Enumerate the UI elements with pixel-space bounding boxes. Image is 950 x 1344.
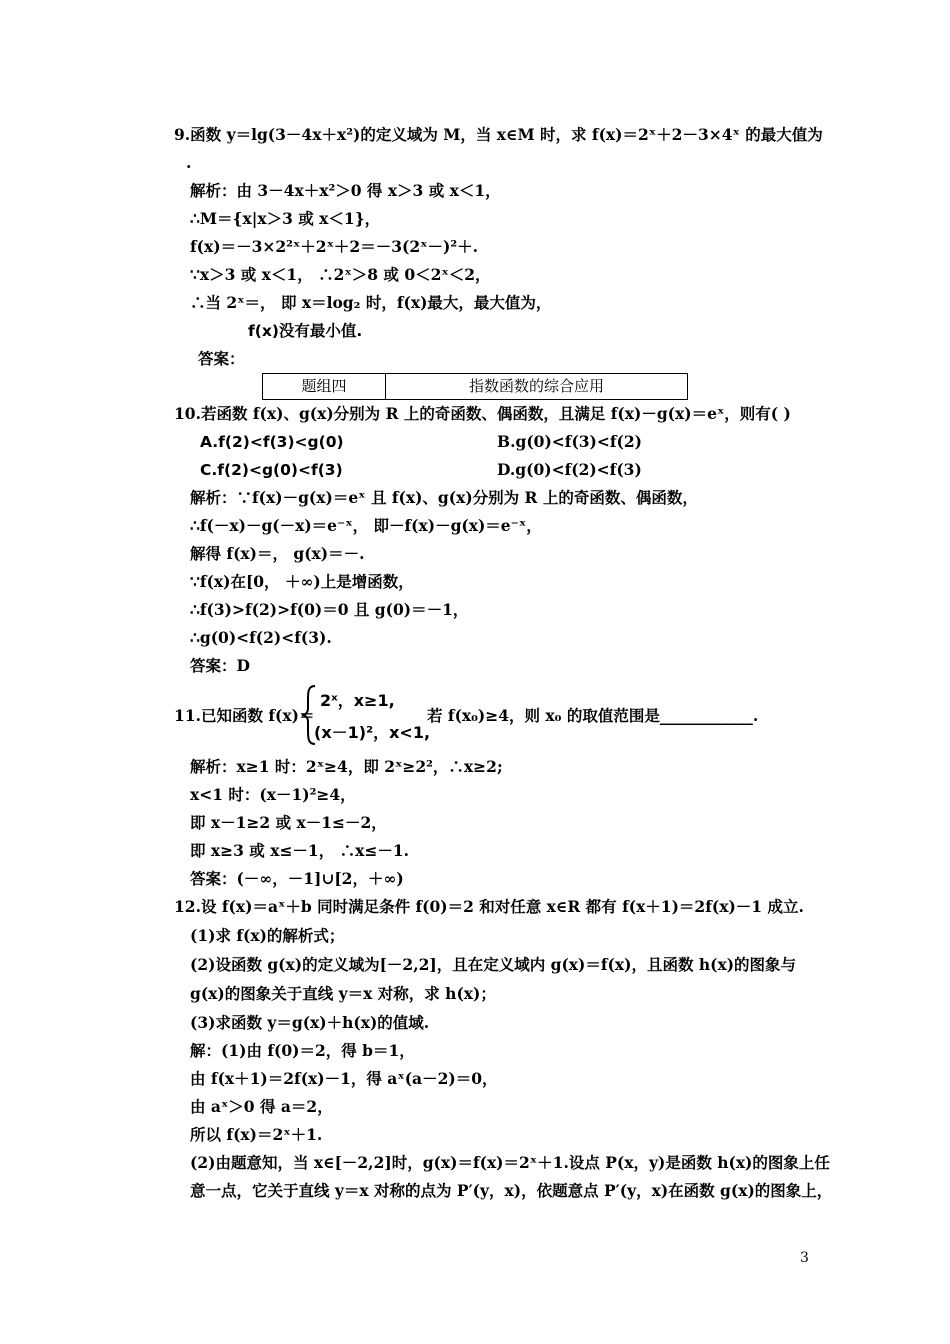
q10-solution-line3: 解得 f(x)＝， g(x)＝－. bbox=[190, 544, 365, 563]
q10-option-b: B.g(0)<f(3)<f(2) bbox=[497, 432, 643, 451]
q12-solution-line3: 由 aˣ＞0 得 a＝2， bbox=[190, 1097, 333, 1116]
q10-solution-line4: ∵f(x)在[0， ＋∞)上是增函数， bbox=[190, 572, 414, 591]
q9-answer: 答案： bbox=[198, 349, 245, 368]
q12-solution-line5: (2)由题意知，当 x∈[－2,2]时，g(x)＝f(x)＝2ˣ＋1.设点 P(x，y)是函数 h(x)的图象上任 bbox=[190, 1153, 830, 1172]
q11-solution-line4: 即 x≥3 或 x≤－1， ∴x≤－1. bbox=[190, 841, 410, 860]
q9-stem-line1: 9.函数 y＝lg(3－4x＋x²)的定义域为 M，当 x∈M 时，求 f(x)＝2ˣ＋2－3×4ˣ 的最大值为 bbox=[174, 125, 823, 144]
q9-solution-line6: f(x)没有最小值. bbox=[248, 322, 363, 340]
q11-answer: 答案：(－∞，－1]∪[2，＋∞) bbox=[190, 869, 404, 888]
page-number: 3 bbox=[800, 1250, 809, 1266]
piecewise-case-1: 2ˣ，x≥1, bbox=[320, 691, 395, 710]
q11-solution-line1: 解析：x≥1 时：2ˣ≥4，即 2ˣ≥2²，∴x≥2; bbox=[190, 757, 503, 776]
q12-solution-line1: 解：(1)由 f(0)＝2，得 b＝1， bbox=[190, 1041, 415, 1060]
q12-part1: (1)求 f(x)的解析式； bbox=[190, 926, 345, 945]
section-title: 指数函数的综合应用 bbox=[468, 377, 604, 395]
q9-solution-line4: ∵x＞3 或 x＜1， ∴2ˣ＞8 或 0＜2ˣ＜2， bbox=[190, 265, 491, 284]
q10-stem: 10.若函数 f(x)、g(x)分别为 R 上的奇函数、偶函数，且满足 f(x)－g(x)＝eˣ，则有( ) bbox=[174, 404, 791, 423]
q10-solution-line2: ∴f(－x)－g(－x)＝e⁻ˣ， 即－f(x)－g(x)＝e⁻ˣ， bbox=[190, 516, 542, 535]
q11-stem-suffix: 若 f(x₀)≥4，则 x₀ 的取值范围是____________. bbox=[427, 706, 759, 725]
q9-solution-line5: ∴当 2ˣ＝， 即 x＝log₂ 时，f(x)最大，最大值为， bbox=[190, 293, 552, 312]
piecewise-case-2: (x－1)²，x<1, bbox=[314, 723, 431, 742]
q10-option-a: A.f(2)<f(3)<g(0) bbox=[200, 433, 344, 451]
q10-answer: 答案：D bbox=[190, 656, 250, 675]
q9-solution-line1: 解析：由 3－4x＋x²＞0 得 x＞3 或 x＜1， bbox=[190, 181, 501, 200]
q10-option-d: D.g(0)<f(2)<f(3) bbox=[497, 460, 642, 479]
q12-part2-line2: g(x)的图象关于直线 y＝x 对称，求 h(x)； bbox=[190, 984, 496, 1003]
q12-stem: 12.设 f(x)＝aˣ＋b 同时满足条件 f(0)＝2 和对任意 x∈R 都有 f(x＋1)＝2f(x)－1 成立. bbox=[174, 897, 804, 916]
q12-solution-line4: 所以 f(x)＝2ˣ＋1. bbox=[190, 1125, 323, 1144]
section-header-table bbox=[262, 373, 688, 400]
q10-solution-line5: ∴f(3)>f(2)>f(0)＝0 且 g(0)＝－1， bbox=[190, 600, 469, 619]
q11-stem-prefix: 11.已知函数 f(x)＝ bbox=[174, 706, 315, 725]
q12-part2-line1: (2)设函数 g(x)的定义域为[－2,2]，且在定义域内 g(x)＝f(x)，且函数 h(x)的图象与 bbox=[190, 955, 797, 974]
q10-option-c: C.f(2)<g(0)<f(3) bbox=[200, 461, 343, 479]
q11-solution-line3: 即 x－1≥2 或 x－1≤－2， bbox=[190, 813, 387, 832]
q11-solution-line2: x<1 时：(x－1)²≥4， bbox=[190, 785, 356, 804]
q12-solution-line6: 意一点，它关于直线 y＝x 对称的点为 P′(y，x)，依题意点 P′(y，x)在函数 g(x)的图象上， bbox=[190, 1181, 833, 1200]
section-label: 题组四 bbox=[263, 374, 386, 399]
q9-stem-line2: . bbox=[186, 153, 192, 172]
q9-solution-line2: ∴M＝{x|x＞3 或 x＜1}， bbox=[190, 209, 381, 228]
q10-solution-line1: 解析：∵f(x)－g(x)＝eˣ 且 f(x)、g(x)分别为 R 上的奇函数、偶函数， bbox=[190, 488, 698, 507]
q12-solution-line2: 由 f(x＋1)＝2f(x)－1，得 aˣ(a－2)＝0， bbox=[190, 1069, 498, 1088]
q9-solution-line3: f(x)＝－3×2²ˣ＋2ˣ＋2＝－3(2ˣ－)²＋. bbox=[190, 237, 479, 256]
q10-solution-line6: ∴g(0)<f(2)<f(3). bbox=[190, 628, 332, 647]
q12-part3: (3)求函数 y＝g(x)＋h(x)的值域. bbox=[190, 1013, 430, 1032]
